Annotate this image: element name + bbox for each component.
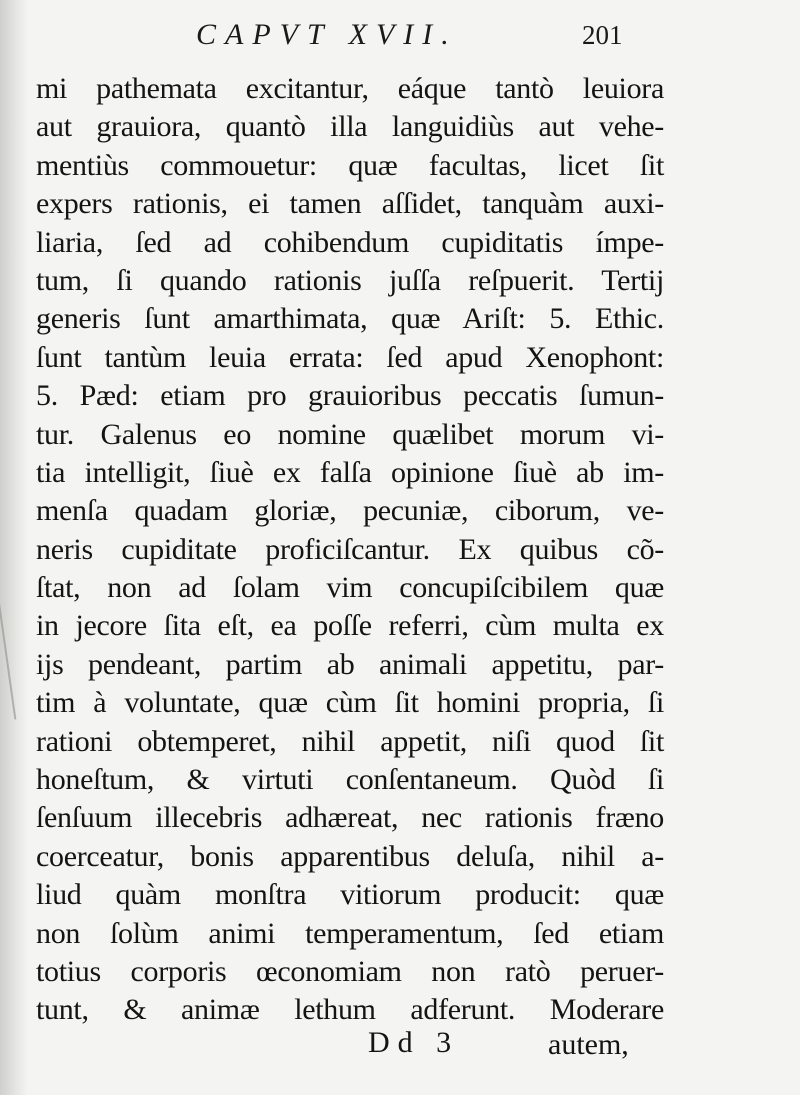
text-line: liud quàm monſtra vitiorum producit: quæ xyxy=(36,878,664,912)
text-line: coerceatur, bonis apparentibus deluſa, nihil a- xyxy=(36,839,664,873)
body-text xyxy=(36,70,664,1030)
text-line: tim à voluntate, quæ cùm ſit homini propria, ſi xyxy=(36,686,664,720)
text-line: ijs pendeant, partim ab animali appetitu, par- xyxy=(36,647,664,681)
catchword: autem, xyxy=(548,1028,629,1061)
chapter-title: CAPVT XVII. xyxy=(196,18,458,51)
text-line: menſa quadam gloriæ, pecuniæ, ciborum, ve- xyxy=(36,494,664,528)
text-line: tur. Galenus eo nomine quælibet morum vi- xyxy=(36,417,664,451)
text-line: generis ſunt amarthimata, quæ Ariſt: 5. Ethic. xyxy=(36,302,664,336)
text-line: tia intelligit, ſiuè ex falſa opinione ſiuè ab im- xyxy=(36,455,664,489)
text-line: honeſtum, & virtuti conſentaneum. Quòd ſi xyxy=(36,763,664,797)
text-line: liaria, ſed ad cohibendum cupiditatis ímpe- xyxy=(36,225,664,259)
text-line: non ſolùm animi temperamentum, ſed etiam xyxy=(36,916,664,950)
text-line: neris cupiditate proficiſcantur. Ex quibus cõ- xyxy=(36,532,664,566)
text-line: mentiùs commouetur: quæ facultas, licet ſit xyxy=(36,148,664,182)
text-line: tunt, & animæ lethum adferunt. Moderare xyxy=(36,993,664,1027)
text-line: expers rationis, ei tamen aſſidet, tanquàm auxi- xyxy=(36,187,664,221)
page-number: 201 xyxy=(582,20,623,50)
text-line: aut grauiora, quantò illa languidiùs aut vehe- xyxy=(36,110,664,144)
binding-shadow xyxy=(0,0,28,1095)
text-line: totius corporis œconomiam non ratò peruer- xyxy=(36,954,664,988)
text-line: in jecore ſita eſt, ea poſſe referri, cùm multa ex xyxy=(36,609,664,643)
text-line: ſunt tantùm leuia errata: ſed apud Xenophont: xyxy=(36,340,664,374)
text-line: tum, ſi quando rationis juſſa reſpuerit. Tertij xyxy=(36,263,664,297)
text-line: rationi obtemperet, nihil appetit, niſi quod ſit xyxy=(36,724,664,758)
text-line: 5. Pæd: etiam pro grauioribus peccatis ſumun- xyxy=(36,379,664,413)
running-head xyxy=(0,18,800,58)
text-line: ſtat, non ad ſolam vim concupiſcibilem quæ xyxy=(36,571,664,605)
signature-mark: Dd 3 xyxy=(368,1026,460,1059)
text-line: mi pathemata excitantur, eáque tantò leuiora xyxy=(36,72,664,105)
text-line: ſenſuum illecebris adhæreat, nec rationis fræno xyxy=(36,801,664,835)
